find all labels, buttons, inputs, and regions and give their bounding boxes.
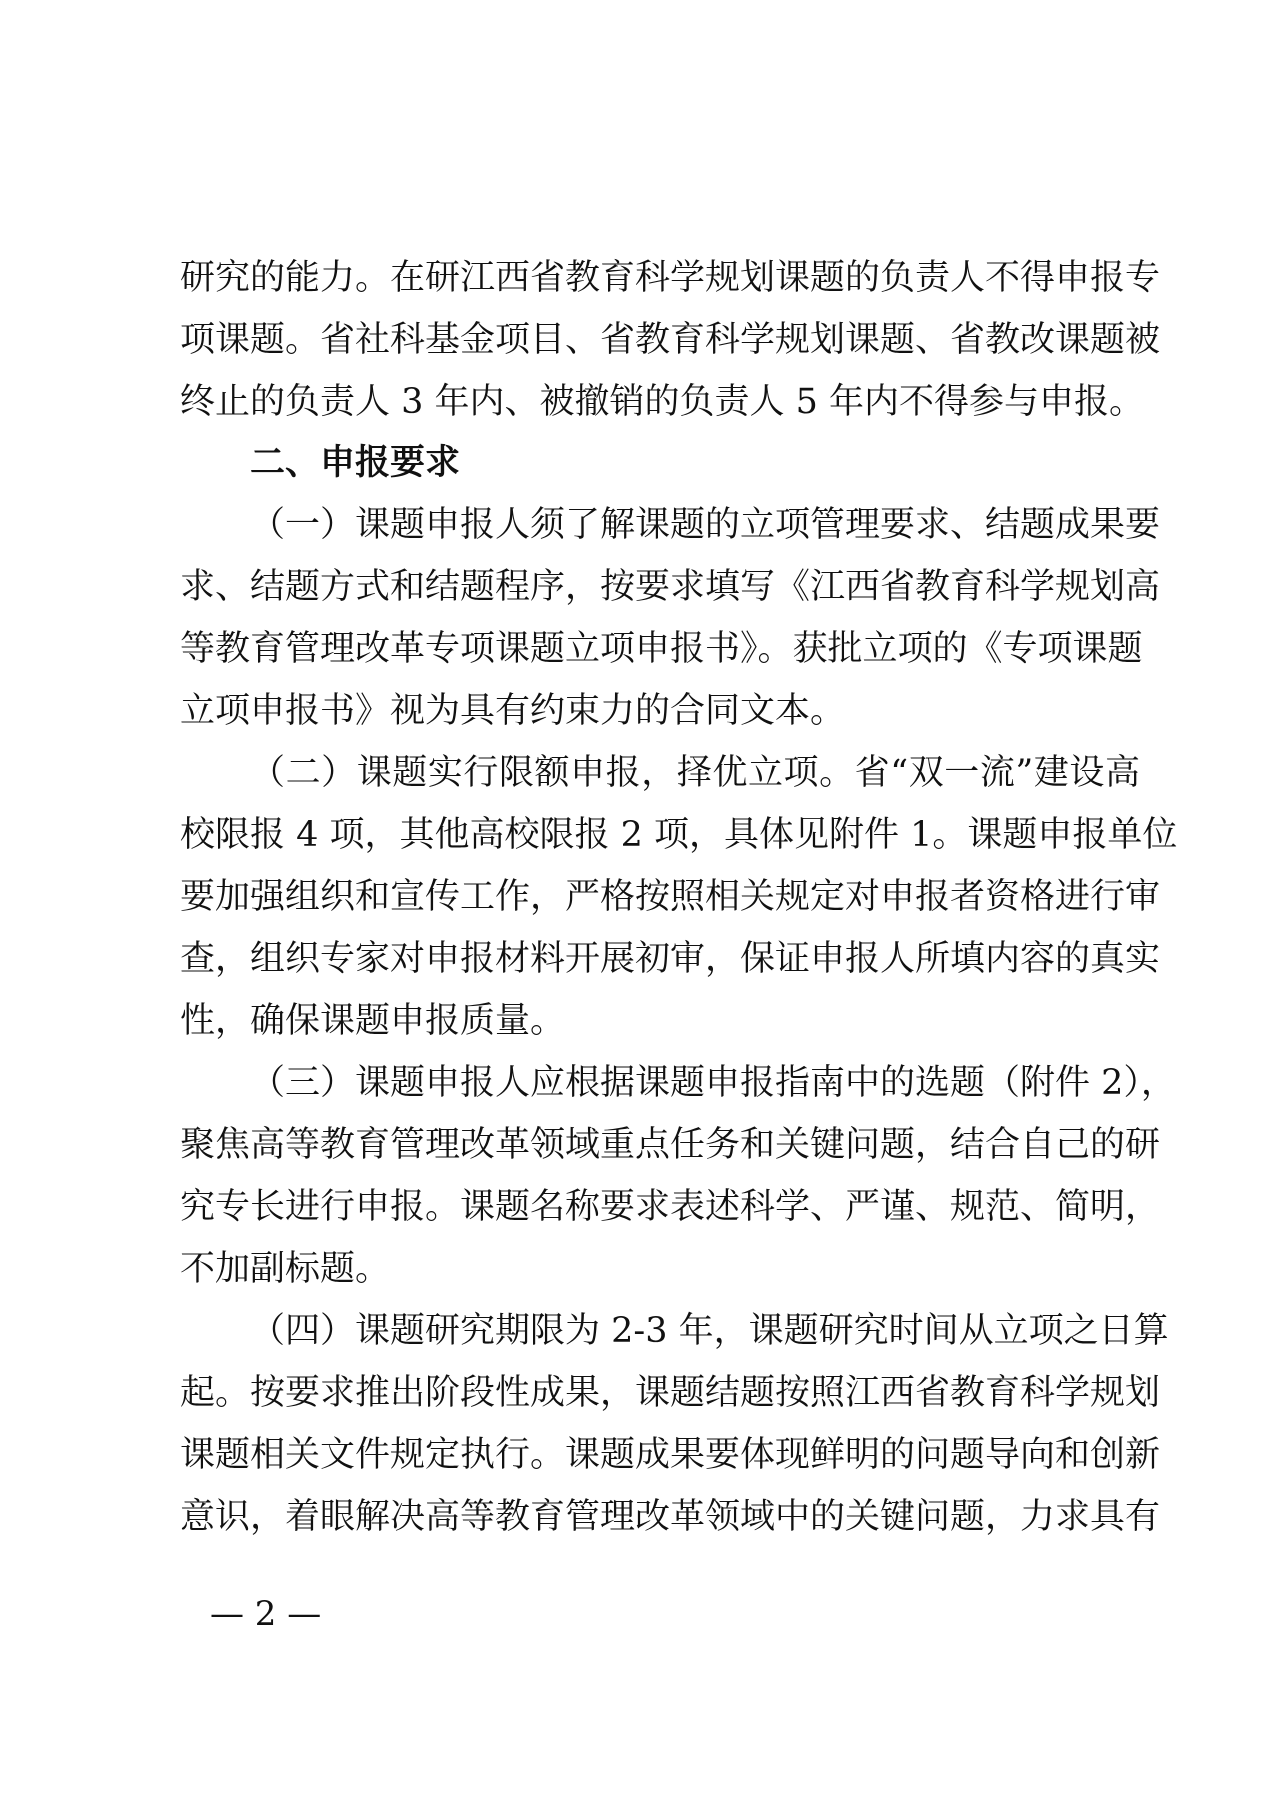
text-line: 课题相关文件规定执行。课题成果要体现鲜明的问题导向和创新 — [180, 1435, 1161, 1475]
text-line: 性，确保课题申报质量。 — [180, 1001, 566, 1041]
text-line: 终止的负责人 3 年内、被撤销的负责人 5 年内不得参与申报。 — [180, 382, 1145, 422]
text-line: （二）课题实行限额申报，择优立项。省“双一流”建设高 — [250, 753, 1140, 793]
page-number: — 2 — — [210, 1594, 322, 1634]
text-line: 要加强组织和宣传工作，严格按照相关规定对申报者资格进行审 — [180, 877, 1161, 917]
text-line: 不加副标题。 — [180, 1249, 391, 1289]
text-line: （三）课题申报人应根据课题申报指南中的选题（附件 2）， — [250, 1063, 1176, 1103]
text-line: （四）课题研究期限为 2-3 年，课题研究时间从立项之日算 — [250, 1311, 1169, 1351]
text-line: （一）课题申报人须了解课题的立项管理要求、结题成果要 — [250, 505, 1161, 545]
section-heading: 二、申报要求 — [250, 443, 461, 483]
text-line: 项课题。省社科基金项目、省教育科学规划课题、省教改课题被 — [180, 320, 1161, 360]
text-line: 聚焦高等教育管理改革领域重点任务和关键问题，结合自己的研 — [180, 1125, 1161, 1165]
text-line: 研究的能力。在研江西省教育科学规划课题的负责人不得申报专 — [180, 258, 1161, 298]
text-line: 究专长进行申报。课题名称要求表述科学、严谨、规范、简明， — [180, 1187, 1161, 1227]
text-line: 意识，着眼解决高等教育管理改革领域中的关键问题，力求具有 — [180, 1497, 1161, 1537]
text-line: 立项申报书》视为具有约束力的合同文本。 — [180, 691, 846, 731]
text-line: 校限报 4 项，其他高校限报 2 项，具体见附件 1。课题申报单位 — [180, 815, 1178, 855]
text-line: 等教育管理改革专项课题立项申报书》。获批立项的《专项课题 — [180, 629, 1143, 669]
text-line: 起。按要求推出阶段性成果，课题结题按照江西省教育科学规划 — [180, 1373, 1161, 1413]
text-line: 查，组织专家对申报材料开展初审，保证申报人所填内容的真实 — [180, 939, 1161, 979]
text-line: 求、结题方式和结题程序，按要求填写《江西省教育科学规划高 — [180, 567, 1161, 607]
